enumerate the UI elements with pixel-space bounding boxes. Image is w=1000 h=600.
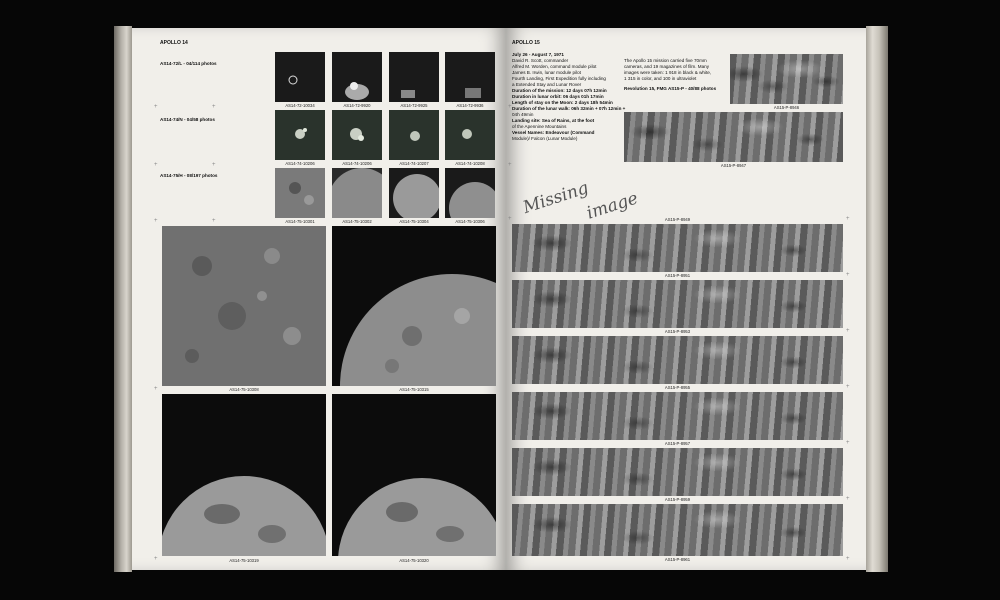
photo-thumbnail bbox=[275, 52, 325, 102]
registration-mark: + bbox=[508, 216, 512, 222]
photo-thumbnail bbox=[332, 168, 382, 218]
moon-photo-large bbox=[332, 226, 496, 386]
moon-photo-large bbox=[162, 226, 326, 386]
section-label: AS14-72/L - 04/114 photos bbox=[160, 61, 217, 66]
handwritten-note: Missing bbox=[520, 178, 591, 218]
handwritten-note: image bbox=[584, 188, 641, 224]
photo-caption: AS14-74-10206 bbox=[285, 161, 315, 166]
lunar-surface-photo bbox=[512, 336, 843, 384]
registration-mark: + bbox=[154, 556, 158, 562]
photo-caption: AS14-75-10301 bbox=[285, 219, 315, 224]
moon-photo-large bbox=[332, 394, 496, 556]
photo-caption: AS15-P-8946 bbox=[773, 105, 800, 110]
lunar-surface-photo bbox=[512, 504, 843, 556]
registration-mark: + bbox=[154, 218, 158, 224]
registration-mark: + bbox=[154, 104, 158, 110]
photo-thumbnail bbox=[445, 110, 495, 160]
photo-caption: AS14-72-9920 bbox=[343, 103, 371, 108]
registration-mark: + bbox=[846, 556, 850, 562]
photo-thumbnail bbox=[275, 168, 325, 218]
right-page: APOLLO 15 July 26 - August 7, 1971 David R. Scott, commander Alfred M. Worden, command module pilot James B. Irwin, lunar module pilot Fourth Landing, First Expedition fully including a Extended Stay and Lunar Rover Duration of the mission: 12 days 07h 12min Duration in lunar orbit: 06 days 01h 17min Length of stay on the Moon: 2 days 18h 54min Duration of the lunar walk: 06h 32min + 07h 12min + 04h 49min Landing site: Sea of Rains, at the foot of the Apennine Mountains Vessel Names: Endeavour (Command Module)/ Falcon (Lunar Module) The Apollo 15 mission carried five 70mm cameras, and 19 magazines of film. Many images were taken: 1 918 in black & white, 1 315 in color, and 100 in ultraviolet Revolution 15, FMG AS15-P - 40/88 photos AS15-P-8946 AS15-P-8947 Missing image AS15-P-8949 AS15-P-8951 AS15-P-8953 AS15-P-8955 AS15-P-8957 AS15-P-8959 AS15-P-8961 + + + + + + + + + + bbox=[506, 28, 866, 570]
photo-caption: AS14-75-10308 bbox=[229, 387, 259, 392]
photo-caption: AS15-P-8957 bbox=[664, 441, 691, 446]
lunar-surface-photo bbox=[512, 224, 843, 272]
photo-caption: AS14-75-10306 bbox=[455, 219, 485, 224]
photo-caption: AS14-74-10206 bbox=[342, 161, 372, 166]
photo-thumbnail bbox=[389, 52, 439, 102]
registration-mark: + bbox=[212, 104, 216, 110]
photo-caption: AS15-P-8955 bbox=[664, 385, 691, 390]
registration-mark: + bbox=[154, 162, 158, 168]
left-page-edges bbox=[114, 26, 132, 572]
section-label: AS14-74/N - 04/58 photos bbox=[160, 117, 215, 122]
photo-caption: AS15-P-8947 bbox=[720, 163, 747, 168]
photo-caption: AS14-74-10207 bbox=[399, 161, 429, 166]
left-page bbox=[132, 28, 506, 570]
lunar-surface-photo bbox=[624, 112, 843, 162]
photo-caption: AS14-75-10319 bbox=[229, 558, 259, 563]
registration-mark: + bbox=[846, 216, 850, 222]
registration-mark: + bbox=[846, 440, 850, 446]
photo-caption: AS15-P-8951 bbox=[664, 273, 691, 278]
lunar-surface-photo bbox=[512, 280, 843, 328]
photo-thumbnail bbox=[445, 168, 495, 218]
right-page-edges bbox=[866, 26, 888, 572]
photo-thumbnail bbox=[389, 168, 439, 218]
photo-caption: AS14-75-10320 bbox=[399, 558, 429, 563]
photo-caption: AS14-72-9925 bbox=[400, 103, 428, 108]
photo-caption: AS14-75-10315 bbox=[399, 387, 429, 392]
registration-mark: + bbox=[846, 496, 850, 502]
photo-caption: AS14-74-10208 bbox=[455, 161, 485, 166]
photo-thumbnail bbox=[332, 52, 382, 102]
registration-mark: + bbox=[212, 162, 216, 168]
registration-mark: + bbox=[846, 384, 850, 390]
registration-mark: + bbox=[154, 386, 158, 392]
photo-caption: AS14-75-10304 bbox=[399, 219, 429, 224]
photo-thumbnail bbox=[275, 110, 325, 160]
moon-photo-large bbox=[162, 394, 326, 556]
lunar-surface-photo bbox=[512, 392, 843, 440]
revolution-label: Revolution 15, FMG AS15-P - 40/88 photos bbox=[624, 86, 717, 91]
photo-caption: AS15-P-8959 bbox=[664, 497, 691, 502]
photo-caption: AS14-75-10302 bbox=[342, 219, 372, 224]
page-title: APOLLO 14 bbox=[160, 40, 188, 46]
lunar-surface-photo bbox=[730, 54, 843, 104]
registration-mark: + bbox=[846, 328, 850, 334]
photo-caption: AS15-P-8961 bbox=[664, 557, 691, 562]
photo-thumbnail bbox=[332, 110, 382, 160]
photo-thumbnail bbox=[389, 110, 439, 160]
photo-thumbnail bbox=[445, 52, 495, 102]
registration-mark: + bbox=[212, 218, 216, 224]
photo-caption: AS15-P-8949 bbox=[664, 217, 691, 222]
registration-mark: + bbox=[508, 104, 512, 110]
photo-caption: AS14-72-10034 bbox=[285, 103, 315, 108]
page-title: APOLLO 15 bbox=[512, 40, 540, 46]
registration-mark: + bbox=[846, 272, 850, 278]
photo-caption: AS15-P-8953 bbox=[664, 329, 691, 334]
lunar-surface-photo bbox=[512, 448, 843, 496]
registration-mark: + bbox=[508, 162, 512, 168]
photo-caption: AS14-72-9936 bbox=[456, 103, 484, 108]
section-label: AS14-75/H - 08/197 photos bbox=[160, 173, 218, 178]
